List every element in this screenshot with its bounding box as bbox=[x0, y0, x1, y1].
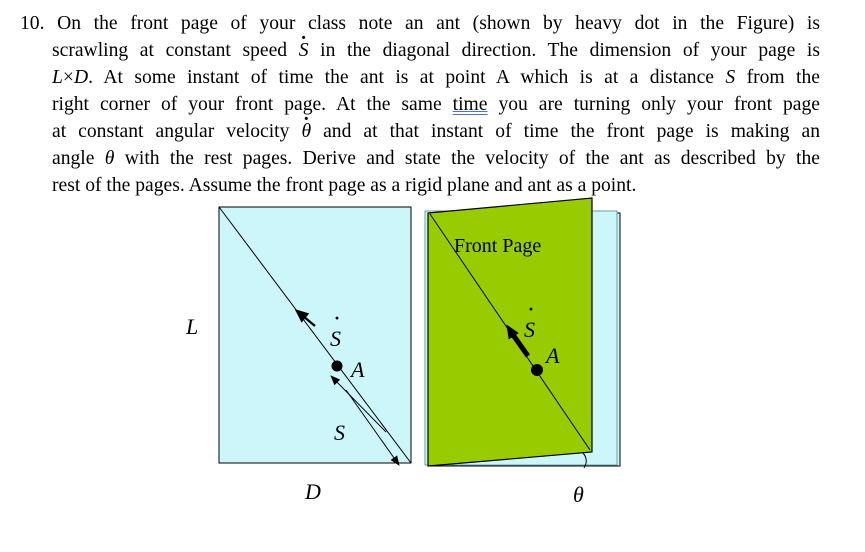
dot-accent-left: · bbox=[334, 308, 341, 328]
right-ant-dot bbox=[531, 364, 543, 376]
problem-text: scrawling at constant speed bbox=[52, 40, 299, 61]
label-d: D bbox=[305, 479, 321, 504]
label-s-left: S bbox=[334, 420, 345, 445]
problem-text: at constant angular velocity bbox=[52, 121, 302, 142]
theta-symbol: θ bbox=[104, 148, 115, 169]
label-s-dot-left: S bbox=[330, 326, 341, 351]
dot-accent-right: · bbox=[528, 299, 535, 319]
l-symbol: L bbox=[52, 67, 63, 88]
problem-text: rest of the pages. Assume the front page as a rigid plane and ant as a point. bbox=[52, 175, 637, 196]
problem-text: in the diagonal direction. The dimension of your page is bbox=[308, 40, 820, 61]
problem-text: with the rest pages. Derive and state the velocity of the ant as described by the bbox=[114, 148, 820, 169]
problem-text: 10. On the front page of your class note an ant (shown by heavy dot in the Figure) is bbox=[20, 13, 820, 34]
label-l: L bbox=[186, 314, 199, 339]
label-a-right: A bbox=[546, 343, 560, 368]
right-page-diagram bbox=[425, 198, 620, 507]
left-page-diagram bbox=[185, 207, 411, 504]
label-theta: θ bbox=[573, 482, 584, 507]
problem-text: from the bbox=[735, 67, 820, 88]
s-dot-symbol: S · bbox=[299, 37, 309, 64]
label-s-dot-right: S bbox=[524, 317, 535, 342]
times-symbol: × bbox=[62, 67, 74, 88]
label-a-left: A bbox=[351, 357, 365, 382]
d-symbol: D bbox=[73, 67, 89, 88]
problem-text: . At some instant of time the ant is at point A which is at a distance bbox=[88, 67, 726, 88]
s-symbol: S bbox=[725, 67, 736, 88]
theta-dot-symbol: θ · bbox=[301, 118, 311, 145]
problem-text: you are turning only your front page bbox=[487, 94, 820, 115]
time-word: time bbox=[452, 94, 488, 115]
problem-text: and at that instant of time the front page is making an bbox=[311, 121, 820, 142]
left-ant-dot bbox=[332, 361, 343, 372]
problem-text: angle bbox=[52, 148, 105, 169]
problem-text: right corner of your front page. At the same bbox=[52, 94, 453, 115]
label-front-page: Front Page bbox=[454, 235, 542, 257]
